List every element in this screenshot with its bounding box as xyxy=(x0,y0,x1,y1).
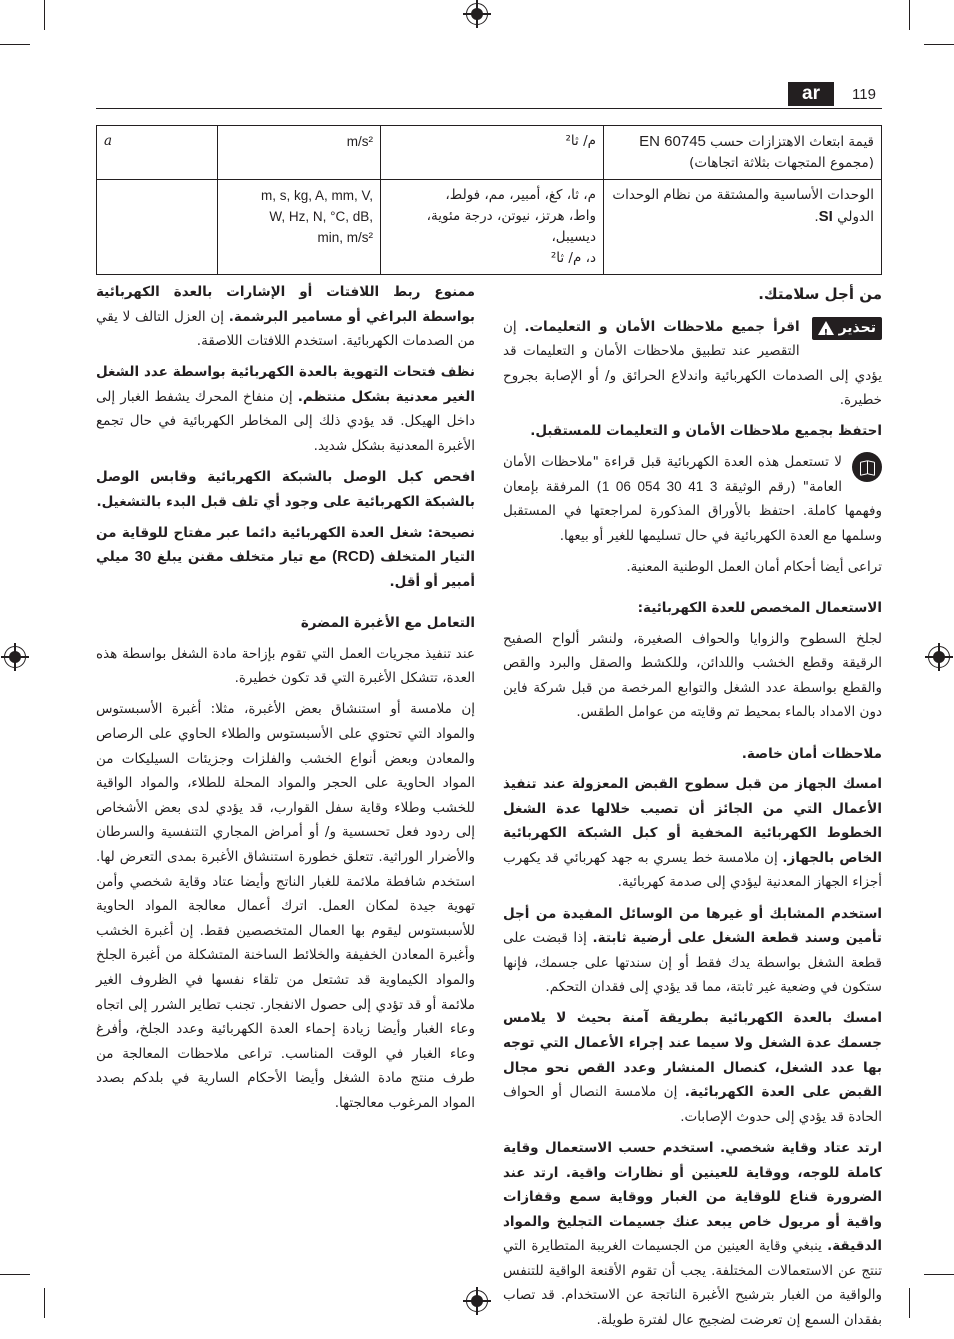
paragraph-text: إن العزل التالف لا يقي من الصدمات الكهربائية. استخدم اللافتات اللاصقة. xyxy=(96,308,475,350)
table-cell-description: الوحدات الأساسية والمشتقة من نظام الوحدات الدولي SI. xyxy=(604,180,882,275)
si-label: SI xyxy=(818,208,833,225)
cell-text: الوحدات الأساسية والمشتقة من نظام الوحدات xyxy=(612,187,874,203)
safety-paragraph xyxy=(503,1136,882,1333)
dust-paragraph: عند تنفيذ مجريات العمل التي تقوم بإزاحة مادة الشغل بواسطة هذه العدة، تتشكل الأغبرة التي قد تكون خطيرة. xyxy=(96,645,475,687)
cell-text: min, m/s² xyxy=(317,230,373,245)
paragraph-lead: نصيحة: شغل العدة الكهربائية دائما عبر مفتاح للوقاية من التيار المتخلف xyxy=(96,524,475,566)
paragraph-text: إن ملامسة خط يسري به جهد كهربائي قد يكهرب أجزاء الجهاز المعدنية ليؤدي إلى صدمة كهربائية. xyxy=(503,849,882,891)
left-column xyxy=(96,280,475,1122)
paragraph-lead: ممنوع ربط اللافتات أو الإشارات بالعدة الكهربائية بواسطة البراغي أو مسامير البرشمة. xyxy=(96,284,475,325)
page-number: 119 xyxy=(852,86,876,103)
paragraph-text: إن ملامسة النصال أو الحواف الحادة قد يؤدي إلى حدوث الإصابات. xyxy=(503,1084,882,1125)
safety-paragraph xyxy=(503,772,882,895)
paragraph-lead: امسك بالعدة الكهربائية بطريقة آمنة بحيث لا يلامس جسمك عدة الشغل ولا سيما عند إجراء الأعمال التي توجه بها عدد الشغل، كنصال المنشار وعدد القص نحو مجال القبض على العدة الكهربائية. xyxy=(503,1010,882,1101)
crop-mark xyxy=(44,1288,45,1318)
cell-text: د، م/ ثا² xyxy=(550,250,596,266)
paragraph-lead: مع تيار متخلف مقنن يبلغ xyxy=(151,549,333,566)
warning-triangle-icon: ! xyxy=(818,321,834,335)
intended-use-heading: الاستعمال المخصص للعدة الكهربائية: xyxy=(637,600,882,617)
paragraph-text: إذا قبضت على قطعة الشغل بواسطة يدك فقط أو إن سندتها على جسمك، فإنها ستكون في وضعية غير ثابتة، مما قد يؤدي إلى فقدان التحكم. xyxy=(503,930,882,996)
header-rule xyxy=(96,108,882,109)
dust-paragraph: إن ملامسة أو استنشاق بعض الأغبرة، مثلا: أغبرة الأسبستوس والمواد التي تحتوي على الأسبستوس والطلاء الحاوي على الرصاص والمعادن وبعض أنواع الخشب والفلزات وجزيئات السيليكات من المواد الحاوية على الحجر والمواد المحلة للطلاء، والمواد الواقية للخشب وطلاء وقاية سفل القوارب، قد يؤدي لدى بعض الأشخاص إلى ردود فعل تحسسية و/ أو أمراض المجاري التنفسية والسرطان والأضرار الوراثية. تتعلق خطورة استنشاق الأغبرة بمدى التعرض لها. استخدم شافطة ملائمة للغبار الناتج وأيضا عتاد وقاية شخصي وأمن تهوية جيدة لمكان العمل. اترك أعمال معالجة المواد الحاوية للأسبستوس ليقوم بها العمال المتخصصين فقط. إن أغبرة الخشب وأغبرة المعادن الخفيفة والخلائط الساخنة المتشكلة من أغبرة الجلخ والمواد الكيماوية قد تشتعل من تلقاء نفسها في الظروف الغير ملائمة أو قد تؤدي إلى حصول الانفجار. تجنب تطاير الشرر إلى اتجاه وعاء الغبار وأيضا زيادة إحماء العدة الكهربائية وعدد الجلخ، وأفرغ وعاء الغبار في الوقت المناسب. تراعى ملاحظات المعالجة من طرف منتج مادة الشغل وأيضا الأحكام السارية في بلدكم بصدد المواد المرغوب معالجتها. xyxy=(96,701,475,1111)
read-manual-paragraph xyxy=(503,450,882,548)
registration-mark-icon xyxy=(928,646,950,668)
warning-text: إن التقصير عند تطبيق ملاحظات الأمان و التعليمات قد يؤدي إلى الصدمات الكهربائية واندلاع الحرائق و/ أو الإصابة بجروح خطيرة. xyxy=(503,318,882,409)
safety-paragraph xyxy=(96,280,475,354)
crop-mark xyxy=(924,44,954,45)
table-cell-unit-intl: m/s² xyxy=(218,126,381,180)
keep-instructions-heading: احتفظ بجميع ملاحظات الأمان و التعليمات للمستقبل. xyxy=(530,423,882,440)
table-row xyxy=(97,180,882,275)
paragraph-text: لا تستعمل هذه العدة الكهربائية قبل قراءة "ملاحظات الأمان العامة" (رقم الوثيقة xyxy=(503,454,842,495)
safety-paragraph xyxy=(96,465,475,514)
crop-mark xyxy=(0,1274,30,1275)
cell-text: واط، هرتز، نيوتن، درجة مئوية، ديسيبل، xyxy=(426,208,596,245)
language-badge: ar xyxy=(788,82,834,106)
cell-text: م، ثا، كغ، أمبير، مم، فولط، xyxy=(445,187,596,203)
warning-block xyxy=(503,315,882,413)
cell-text: الدولي xyxy=(837,209,874,225)
standard-label: EN 60745 xyxy=(639,133,706,150)
crop-mark xyxy=(0,44,30,45)
cell-text: W, Hz, N, °C, dB, xyxy=(269,209,373,224)
paragraph-text: ) المرفقة بإمعان وفهمها كاملة. احتفظ بالأوراق المذكورة لمراجعتها في المستقبل وسلمها مع العدة الكهربائية في حال تسليمها للغير أو بيعها. xyxy=(503,478,882,544)
table-cell-symbol xyxy=(97,180,218,275)
safety-paragraph xyxy=(503,1006,882,1129)
special-safety-heading: ملاحظات أمان خاصة. xyxy=(741,745,882,762)
document-number: 3 41 30 054 06 1 xyxy=(601,478,718,494)
dust-heading: التعامل مع الأغبرة المضرة xyxy=(300,615,475,632)
paragraph-lead: استخدم المشابك أو غيرها من الوسائل المفيدة من أجل تأمين وسند قطعة الشغل على أرضية ثابتة. xyxy=(503,905,882,947)
paragraph-lead: نظف فتحات التهوية بالعدة الكهربائية بواسطة عدد الشغل الغير معدنية بشكل منتظم. xyxy=(96,364,475,405)
right-column xyxy=(503,282,882,1339)
warning-label: تحذير xyxy=(838,319,876,336)
paragraph-lead: امسك الجهاز من قبل سطوح القبض المعزولة عند تنفيذ الأعمال التي من الجائز أن تصيب خلالها عدة الشغل الخطوط الكهربائية المخفية أو كبل الشبكة الكهربائية الخاص بالجهاز. xyxy=(503,776,882,866)
rcd-tip-paragraph xyxy=(96,521,475,595)
paragraph-text: إن منفاخ المحرك يشفط الغبار إلى داخل الهيكل. قد يؤدي ذلك إلى المخاطر الكهربائية في حال تجمع الأغبرة المعدنية بشكل شديد. xyxy=(96,388,475,455)
table-cell-unit-intl xyxy=(218,180,381,275)
crop-mark xyxy=(909,0,910,30)
paragraph-lead: ارتد عتاد وقاية شخصي. استخدم حسب الاستعمال وقاية كاملة للوجه، ووقاية للعينين أو نظارات واقية. ارتد عند الضرورة قناع للوقاية من الغبار ووقاية سمع وقفازات واقية أو مريول خاص يبعد عنك جسيمات التجليخ والمواد الدقيقة. xyxy=(503,1139,882,1255)
rcd-label: (RCD) xyxy=(332,548,375,566)
safety-paragraph xyxy=(96,360,475,458)
regulations-paragraph: تراعى أيضا أحكام أمان العمل الوطنية المعنية. xyxy=(626,558,882,575)
registration-mark-icon xyxy=(4,646,26,668)
paragraph-lead: افحص كبل الوصل بالشبكة الكهربائية وقابس الوصل بالشبكة الكهربائية على وجود أي تلف قبل البدء بالتشغيل. xyxy=(96,469,475,510)
cell-note: (مجموع المتجهات بثلاثة اتجاهات) xyxy=(689,155,874,171)
intended-use-paragraph: لجلخ السطوح والزوايا والحواف الصغيرة، ولنشر ألواح الصفيح الرقيقة وقطع الخشب واللدائن، وللكشط والصقل والبرد والقص والقطع بواسطة عدد الشغل والتوابع المرخصة من قبل شركة فاين دون الامداد بالماء بمحيط تم وقايته من عوامل الطقس. xyxy=(503,630,882,721)
crop-mark xyxy=(44,0,45,30)
table-cell-description xyxy=(604,126,882,180)
current-value: 30 xyxy=(134,548,152,566)
warning-lead: اقرأ جميع ملاحظات الأمان و التعليمات. xyxy=(524,318,800,335)
cell-text: قيمة ابتعاث الاهتزازات حسب xyxy=(710,134,874,150)
registration-mark-icon xyxy=(466,3,488,25)
table-row xyxy=(97,126,882,180)
warning-badge xyxy=(812,317,882,340)
table-cell-unit-arabic: م/ ثا² xyxy=(381,126,604,180)
safety-paragraph xyxy=(503,902,882,1000)
cell-text: m, s, kg, A, mm, V, xyxy=(260,188,373,203)
crop-mark xyxy=(909,1288,910,1318)
read-manual-icon xyxy=(852,452,882,482)
crop-mark xyxy=(924,1274,954,1275)
table-cell-symbol: a xyxy=(97,126,218,180)
paragraph-lead: ميلي أمبير أو أقل. xyxy=(96,549,475,591)
table-cell-unit-arabic xyxy=(381,180,604,275)
units-table xyxy=(96,125,882,275)
read-manual-block xyxy=(503,450,882,548)
registration-mark-icon xyxy=(466,1290,488,1312)
section-title: من أجل سلامتك. xyxy=(758,285,882,303)
paragraph-text: ينبغي وقاية العينين من الجسيمات الغريبة المتطايرة التي تنتج عن الاستعمالات المختلفة. يجب أن تقوم الأقنعة الواقية للتنفس والواقية من الغبار بترشيح الأغبرة الناتجة عن الاستخدام. قد تصاب بفقدان السمع إن تعرضت لضجيج عال لفترة طويلة. xyxy=(503,1238,882,1329)
